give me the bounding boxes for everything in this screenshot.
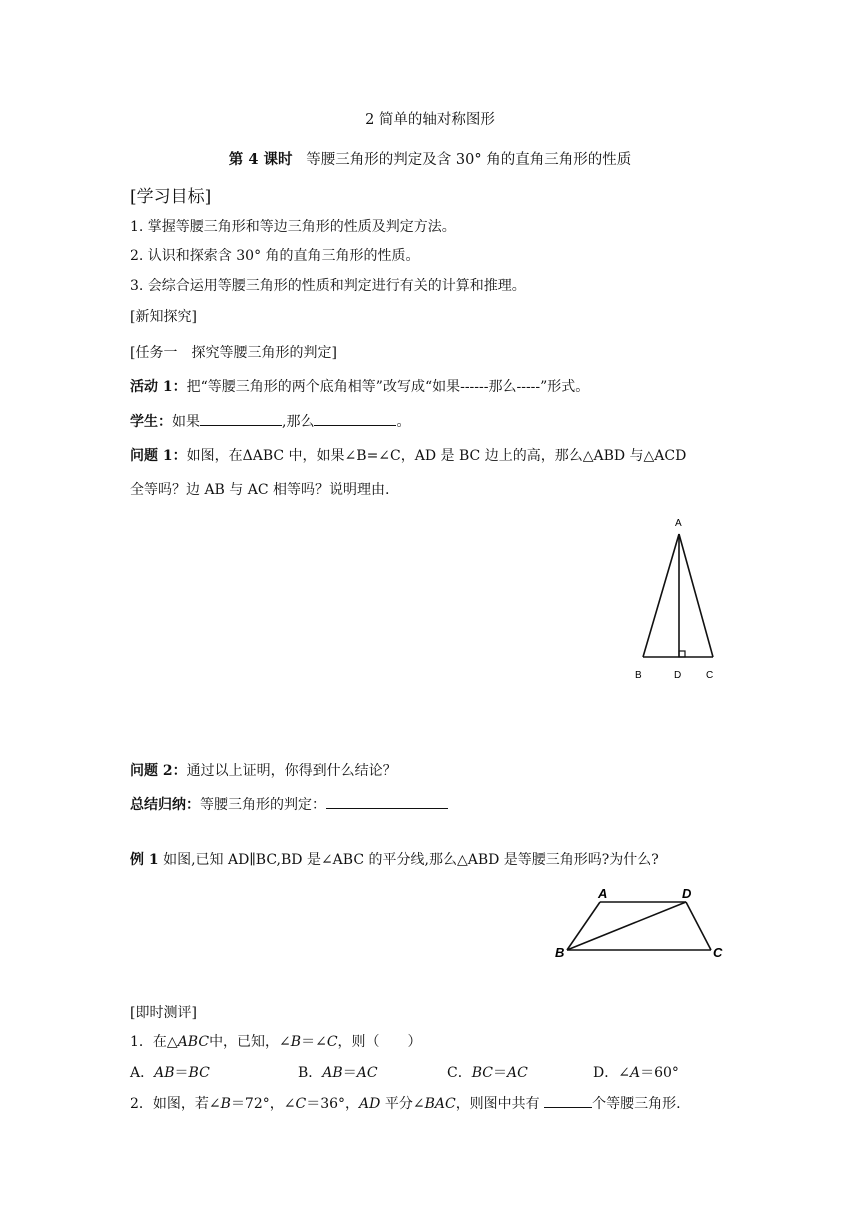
example1	[130, 849, 659, 869]
activity1-label: 活动 1：	[130, 379, 187, 395]
option-letter: D．∠	[593, 1065, 630, 1081]
quiz-heading: [即时测评]	[130, 1005, 197, 1021]
student-label: 学生：	[130, 414, 172, 430]
q1-eq: ＝∠	[301, 1034, 327, 1050]
option-rhs: 60°	[654, 1065, 679, 1081]
option-lhs: AB	[154, 1065, 175, 1081]
option-rhs: AC	[506, 1065, 528, 1081]
objective-1: 1. 掌握等腰三角形和等边三角形的性质及判定方法。	[130, 219, 456, 235]
summary-text: 等腰三角形的判定：	[200, 797, 326, 813]
q2-mid: 平分∠	[380, 1096, 425, 1112]
segment-dc	[686, 902, 711, 950]
question1-line2: 全等吗？边 AB 与 AC 相等吗？说明理由.	[130, 482, 390, 498]
q2-bac: BAC	[424, 1096, 456, 1112]
option-lhs: AB	[322, 1065, 343, 1081]
activity1-text: 把“等腰三角形的两个底角相等”改写成“如果------那么-----”形式。	[186, 379, 590, 395]
figure-trapezoid	[545, 880, 735, 965]
label-a: A	[598, 886, 608, 901]
label-c: C	[713, 945, 723, 960]
question2-text: 通过以上证明，你得到什么结论？	[186, 763, 397, 779]
label-b: B	[635, 670, 642, 681]
q2-ad: AD	[359, 1096, 381, 1112]
label-a: A	[675, 518, 682, 529]
q2-angle-c: C	[295, 1096, 307, 1112]
question2-label: 问题 2：	[130, 763, 187, 779]
question1-line1	[130, 445, 686, 465]
blank-if[interactable]	[200, 411, 282, 426]
lesson-title-line	[0, 148, 860, 169]
option-rhs: BC	[188, 1065, 210, 1081]
objectives-heading: [学习目标]	[130, 187, 212, 207]
q2-c-value: ＝36°，	[306, 1096, 360, 1112]
q1-angle-b: B	[290, 1034, 302, 1050]
explore-heading: [新知探究]	[130, 309, 197, 325]
label-d: D	[682, 886, 692, 901]
lesson-label: 第 4 课时	[228, 151, 293, 168]
quiz-q1	[130, 1031, 422, 1051]
label-d: D	[674, 670, 682, 681]
label-c: C	[706, 670, 714, 681]
task1-heading: [任务一 探究等腰三角形的判定]	[130, 345, 337, 361]
segment-bd	[567, 902, 686, 950]
student-line	[130, 411, 410, 431]
summary-blank[interactable]	[326, 794, 448, 809]
blank-then[interactable]	[314, 411, 396, 426]
q2-prefix: 2．如图，若∠	[130, 1096, 221, 1112]
q1-suffix: ，则（ ）	[337, 1034, 422, 1050]
q2-b-value: ＝72°，∠	[230, 1096, 296, 1112]
objective-3: 3. 会综合运用等腰三角形的性质和判定进行有关的计算和推理。	[130, 278, 526, 294]
example1-text: 如图,已知 AD∥BC,BD 是∠ABC 的平分线,那么△ABD 是等腰三角形吗?为什么?	[163, 852, 659, 868]
example1-label: 例 1	[130, 852, 159, 868]
question1-text: 如图，在ΔABC 中，如果∠B=∠C，AD 是 BC 边上的高，那么△ABD 与△ACD	[186, 448, 687, 464]
option-rhs: AC	[356, 1065, 378, 1081]
question1-label: 问题 1：	[130, 448, 187, 464]
right-angle-mark	[679, 651, 685, 657]
summary-line	[130, 794, 448, 814]
quiz-q1-option-d[interactable]: D．∠A＝60°	[593, 1065, 679, 1081]
option-letter: A．	[130, 1065, 155, 1081]
quiz-q1-option-a[interactable]: A．AB＝BC	[130, 1065, 210, 1081]
label-b: B	[555, 945, 565, 960]
activity1	[130, 376, 589, 396]
q2-angle-b: B	[220, 1096, 231, 1112]
objective-2: 2. 认识和探索含 30° 角的直角三角形的性质。	[130, 248, 420, 264]
option-letter: B．	[298, 1065, 323, 1081]
q2-tail: 个等腰三角形.	[592, 1096, 681, 1112]
student-end: 。	[396, 414, 411, 430]
q1-angle-c: C	[326, 1034, 338, 1050]
question2	[130, 760, 397, 780]
quiz-q2	[130, 1093, 681, 1113]
quiz-q1-option-b[interactable]: B．AB＝AC	[298, 1065, 378, 1081]
summary-label: 总结归纳：	[130, 797, 200, 813]
chapter-title: 2 简单的轴对称图形	[365, 112, 495, 128]
q1-prefix: 1．在△	[130, 1034, 178, 1050]
lesson-title: 等腰三角形的判定及含 30° 角的直角三角形的性质	[306, 152, 632, 168]
side-ac	[679, 534, 713, 657]
student-then: ,那么	[282, 414, 315, 430]
student-if: 如果	[172, 414, 200, 430]
option-letter: C．	[447, 1065, 472, 1081]
q2-suffix: ，则图中共有	[455, 1096, 545, 1112]
q1-mid: 中，已知，∠	[209, 1034, 291, 1050]
side-ab	[643, 534, 679, 657]
option-lhs: BC	[471, 1065, 493, 1081]
quiz-q1-option-c[interactable]: C．BC＝AC	[447, 1065, 528, 1081]
figure-isosceles-triangle	[625, 512, 735, 684]
q2-blank[interactable]	[544, 1093, 592, 1108]
option-lhs: A	[629, 1065, 641, 1081]
q1-triangle: ABC	[177, 1034, 210, 1050]
